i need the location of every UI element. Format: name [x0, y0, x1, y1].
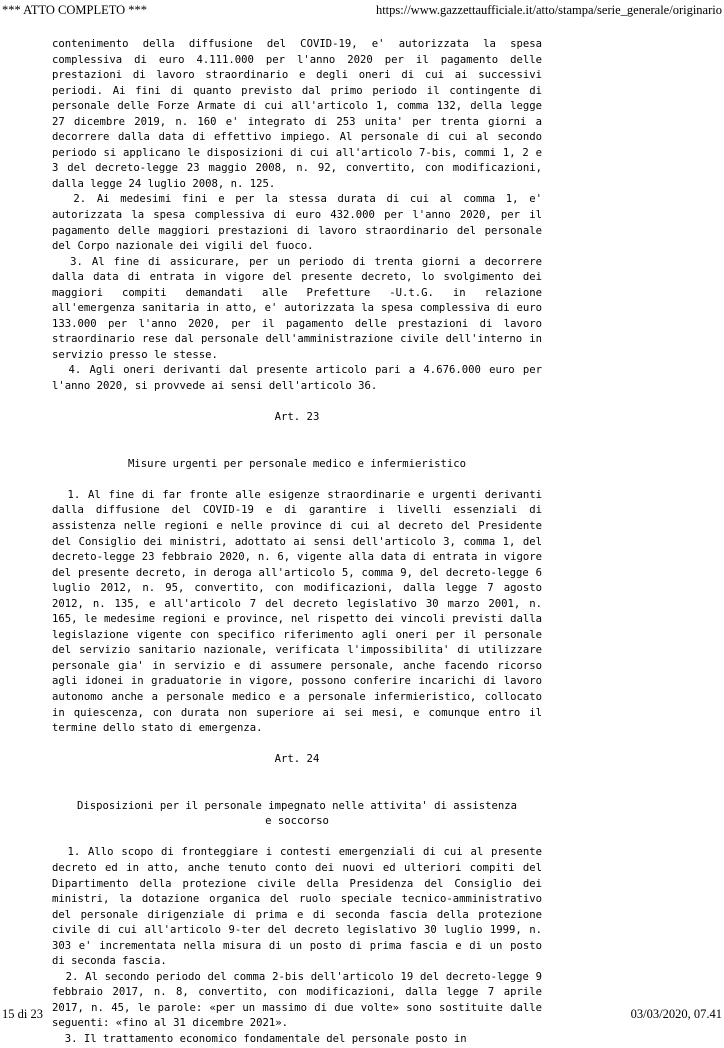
article-23-heading: Art. 23 — [274, 411, 320, 424]
print-header-url: https://www.gazzettaufficiale.it/atto/stampa/serie_generale/originario — [375, 3, 722, 17]
art24-paragraph-2: 2. Al secondo periodo del comma 2-bis dell'articolo 19 del decreto-legge 9 febbraio 2017, n. 8, convertito, con modificazioni, dalla legge 7 aprile 2017, n. 45, le parole: «per un massimo di due volte» sono sostituite dalle seguenti: «fino al 31 dicembre 2021». — [52, 970, 549, 1030]
art22-paragraph-3: 3. Al fine di assicurare, per un periodo di trenta giorni a decorrere dalla data di entrata in vigore del presente decreto, lo svolgimento dei maggiori compiti demandati alle Prefetture -U.t.G. in relazione all'emergenza sanitaria in atto, e' autorizzata la spesa complessiva di euro 133.000 per l'anno 2020, per il pagamento delle prestazioni di lavoro straordinario rese dal personale dell'amministrazione civile dell'interno in servizio presso le stesse. — [52, 255, 549, 361]
document-body — [52, 37, 549, 1048]
article-24-title-line-1: Disposizioni per il personale impegnato nelle attivita' di assistenza — [76, 799, 518, 812]
art24-paragraph-3: 3. Il trattamento economico fondamentale del personale posto in — [52, 1033, 467, 1045]
print-header-title: *** ATTO COMPLETO *** — [2, 3, 148, 17]
print-datetime: 03/03/2020, 07.41 — [630, 1007, 722, 1021]
art22-paragraph-2: 2. Ai medesimi fini e per la stessa durata di cui al comma 1, e' autorizzata la spesa complessiva di euro 432.000 per l'anno 2020, per il pagamento delle maggiori prestazioni di lavoro straordinario del personale del Corpo nazionale dei vigili del fuoco. — [52, 193, 549, 253]
art24-paragraph-1: 1. Allo scopo di fronteggiare i contesti emergenziali di cui al presente decreto ed in atto, anche tenuto conto dei nuovi ed ulteriori compiti del Dipartimento della protezione civile della Presidenza del Consiglio dei ministri, la dotazione organica del ruolo speciale tecnico-amministrativo del personale dirigenziale di prima e di seconda fascia della protezione civile di cui all'articolo 9-ter del decreto legislativo 30 luglio 1999, n. 303 e' incrementata nella misura di un posto di prima fascia e di un posto di seconda fascia. — [52, 846, 549, 968]
art22-paragraph-4: 4. Agli oneri derivanti dal presente articolo pari a 4.676.000 euro per l'anno 2020, si provvede ai sensi dell'articolo 36. — [52, 364, 549, 393]
page-number: 15 di 23 — [2, 1007, 43, 1021]
art23-paragraph-1: 1. Al fine di far fronte alle esigenze straordinarie e urgenti derivanti dalla diffusione del COVID-19 e di garantire i livelli essenziali di assistenza nelle regioni e nelle province di cui al decreto del Presidente del Consiglio dei ministri, adottato ai sensi dell'articolo 3, comma 1, del decreto-legge 23 febbraio 2020, n. 6, vigente alla data di entrata in vigore del presente decreto, in deroga all'articolo 5, comma 9, del decreto-legge 6 luglio 2012, n. 95, convertito, con modificazioni, dalla legge 7 agosto 2012, n. 135, e all'articolo 7 del decreto legislativo 30 marzo 2001, n. 165, le medesime regioni e province, nel rispetto dei vincoli previsti dalla legislazione vigente con specifico riferimento agli oneri per il personale del servizio sanitario nazionale, verificata l'impossibilita' di utilizzare personale gia' in servizio e di assumere personale, anche facendo ricorso agli idonei in graduatorie in vigore, possono conferire incarichi di lavoro autonomo anche a personale medico e a personale infermieristico, collocato in quiescenza, con durata non superiore ai sei mesi, e comunque entro il termine dello stato di emergenza. — [52, 488, 549, 735]
art22-paragraph-1-continued: contenimento della diffusione del COVID-19, e' autorizzata la spesa complessiva di euro 4.111.000 per l'anno 2020 per il pagamento delle prestazioni di lavoro straordinario e degli oneri di cui ai successivi periodi. Ai fini di quanto previsto dal primo periodo il contingente di personale delle Forze Armate di cui all'articolo 1, comma 132, della legge 27 dicembre 2019, n. 160 e' integrato di 253 unita' per trenta giorni a decorrere dalla data di effettivo impiego. Al personale di cui al secondo periodo si applicano le disposizioni di cui all'articolo 7-bis, commi 1, 2 e 3 del decreto-legge 23 maggio 2008, n. 92, convertito, con modificazioni, dalla legge 24 luglio 2008, n. 125. — [52, 38, 542, 190]
article-24-heading: Art. 24 — [274, 753, 320, 766]
article-24-title-line-2: e soccorso — [265, 815, 329, 828]
article-23-title: Misure urgenti per personale medico e infermieristico — [127, 457, 467, 470]
